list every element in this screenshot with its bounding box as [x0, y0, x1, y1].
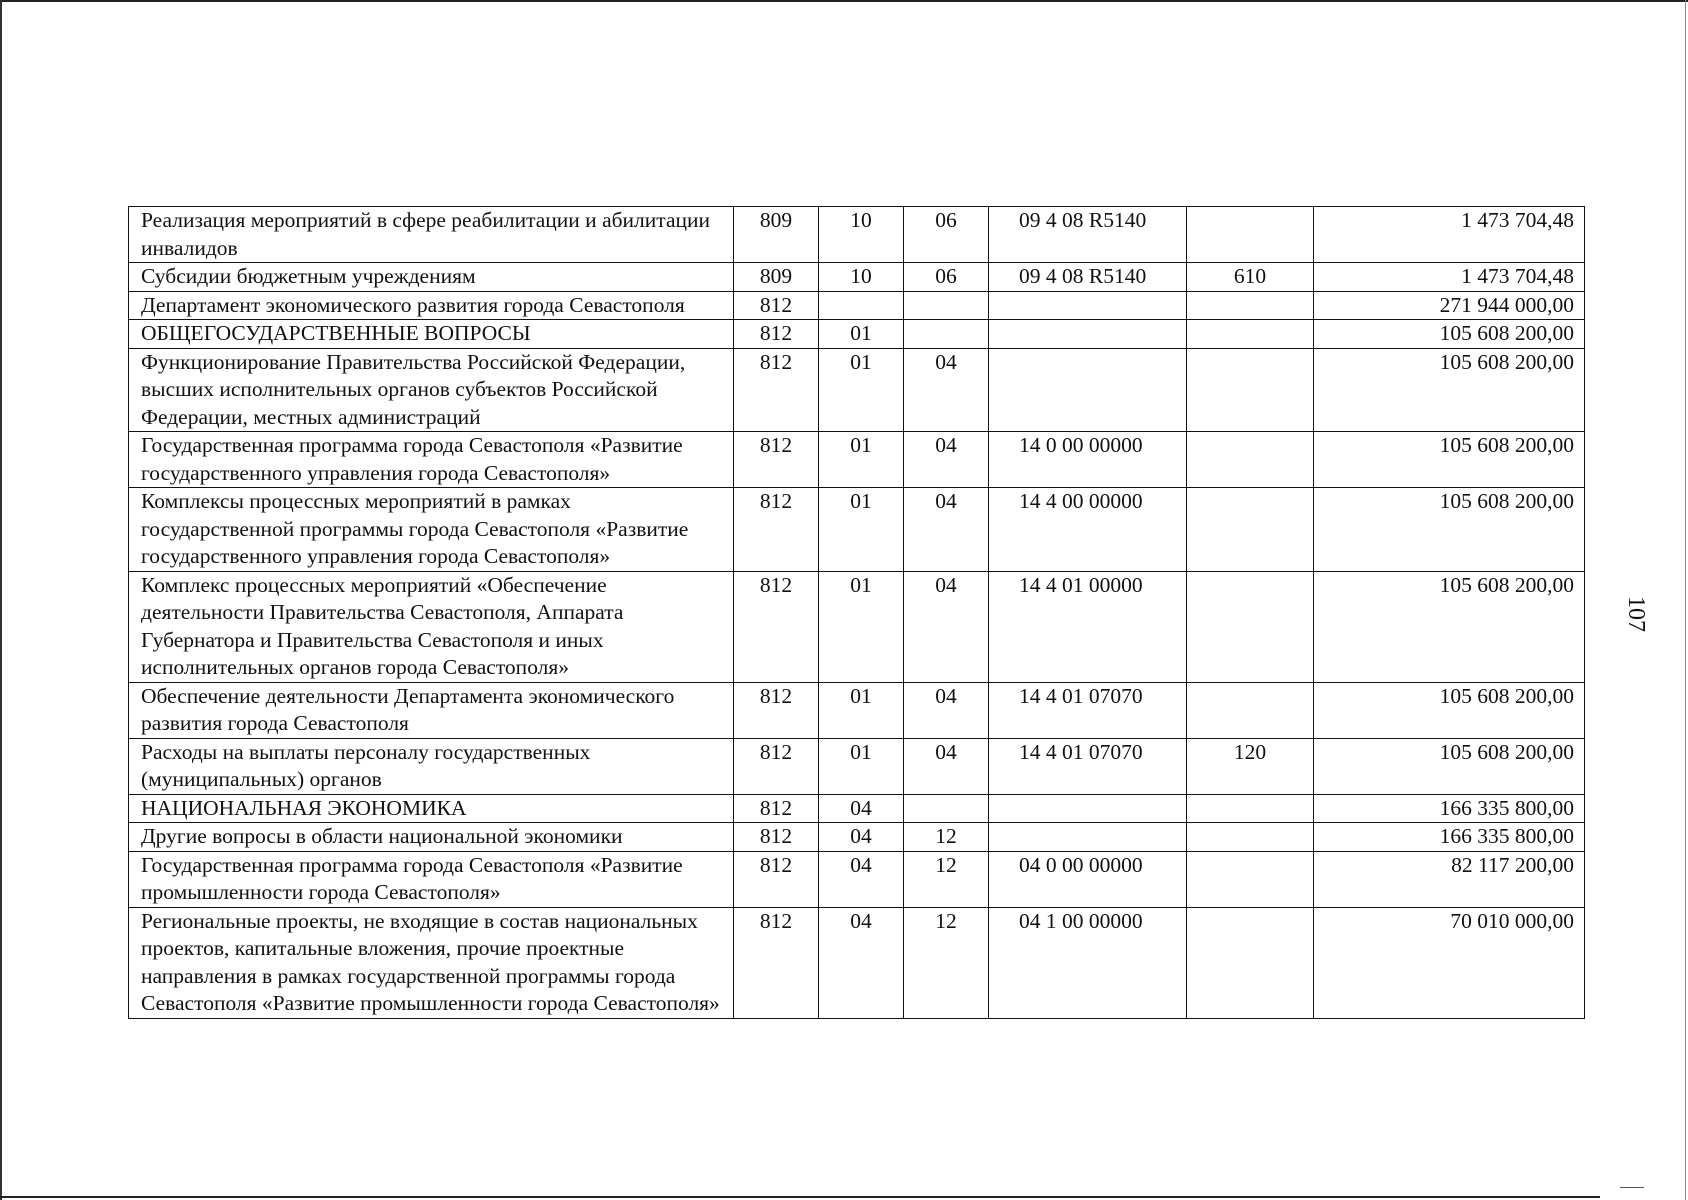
row-amount: 271 944 000,00: [1314, 291, 1585, 320]
row-target-code: 04 1 00 00000: [989, 907, 1187, 1018]
row-expense-type: [1187, 432, 1314, 488]
row-section-code: 10: [819, 207, 904, 263]
table-row: [129, 291, 1585, 320]
row-ministry-code: 812: [734, 851, 819, 907]
row-amount: 166 335 800,00: [1314, 823, 1585, 852]
row-subsection-code: [904, 794, 989, 823]
table-row: [129, 263, 1585, 292]
row-ministry-code: 812: [734, 432, 819, 488]
row-section-code: 01: [819, 348, 904, 432]
row-expense-type: [1187, 571, 1314, 682]
table-row: [129, 571, 1585, 682]
table-row: [129, 207, 1585, 263]
row-name: Обеспечение деятельности Департамента экономического развития города Севастополя: [129, 682, 734, 738]
row-expense-type: [1187, 207, 1314, 263]
bottom-scan-mark: [1620, 1187, 1644, 1188]
row-section-code: 04: [819, 823, 904, 852]
row-amount: 166 335 800,00: [1314, 794, 1585, 823]
row-amount: 105 608 200,00: [1314, 738, 1585, 794]
table-row: [129, 794, 1585, 823]
row-amount: 1 473 704,48: [1314, 207, 1585, 263]
row-section-code: 01: [819, 571, 904, 682]
row-target-code: 14 0 00 00000: [989, 432, 1187, 488]
row-target-code: 09 4 08 R5140: [989, 207, 1187, 263]
row-expense-type: [1187, 682, 1314, 738]
row-amount: 105 608 200,00: [1314, 348, 1585, 432]
row-expense-type: 610: [1187, 263, 1314, 292]
row-section-code: 01: [819, 682, 904, 738]
row-subsection-code: 06: [904, 263, 989, 292]
row-ministry-code: 812: [734, 738, 819, 794]
row-name: Государственная программа города Севастополя «Развитие государственного управления города Севастополя»: [129, 432, 734, 488]
row-amount: 105 608 200,00: [1314, 682, 1585, 738]
row-subsection-code: 06: [904, 207, 989, 263]
table-row: [129, 348, 1585, 432]
row-target-code: [989, 320, 1187, 349]
table-row: [129, 851, 1585, 907]
row-target-code: 09 4 08 R5140: [989, 263, 1187, 292]
row-name: Реализация мероприятий в сфере реабилитации и абилитации инвалидов: [129, 207, 734, 263]
row-name: Региональные проекты, не входящие в состав национальных проектов, капитальные вложения, прочие проектные направления в рамках государственной программы города Севастополя «Развитие промышленности города Севастополя»: [129, 907, 734, 1018]
row-ministry-code: 812: [734, 823, 819, 852]
row-expense-type: [1187, 348, 1314, 432]
row-subsection-code: 04: [904, 738, 989, 794]
row-subsection-code: 04: [904, 348, 989, 432]
row-section-code: 04: [819, 794, 904, 823]
row-ministry-code: 812: [734, 320, 819, 349]
row-subsection-code: 04: [904, 682, 989, 738]
row-name: Комплекс процессных мероприятий «Обеспечение деятельности Правительства Севастополя, Аппарата Губернатора и Правительства Севастополя и иных исполнительных органов города Севастополя»: [129, 571, 734, 682]
row-expense-type: [1187, 851, 1314, 907]
row-expense-type: [1187, 907, 1314, 1018]
row-target-code: [989, 794, 1187, 823]
row-target-code: 14 4 01 07070: [989, 738, 1187, 794]
row-target-code: 14 4 00 00000: [989, 488, 1187, 572]
row-subsection-code: 04: [904, 488, 989, 572]
row-target-code: 04 0 00 00000: [989, 851, 1187, 907]
row-subsection-code: 04: [904, 432, 989, 488]
row-ministry-code: 812: [734, 571, 819, 682]
row-expense-type: [1187, 320, 1314, 349]
row-name: Комплексы процессных мероприятий в рамках государственной программы города Севастополя «Развитие государственного управления города Севастополя»: [129, 488, 734, 572]
row-subsection-code: 04: [904, 571, 989, 682]
table-row: [129, 907, 1585, 1018]
row-subsection-code: 12: [904, 823, 989, 852]
row-section-code: 01: [819, 738, 904, 794]
row-expense-type: 120: [1187, 738, 1314, 794]
row-subsection-code: 12: [904, 907, 989, 1018]
row-ministry-code: 812: [734, 907, 819, 1018]
row-ministry-code: 812: [734, 794, 819, 823]
row-amount: 82 117 200,00: [1314, 851, 1585, 907]
row-expense-type: [1187, 823, 1314, 852]
row-section-code: [819, 291, 904, 320]
row-section-code: 01: [819, 432, 904, 488]
row-ministry-code: 812: [734, 348, 819, 432]
table-row: [129, 738, 1585, 794]
row-section-code: 04: [819, 907, 904, 1018]
row-target-code: [989, 348, 1187, 432]
row-ministry-code: 809: [734, 263, 819, 292]
row-name: Другие вопросы в области национальной экономики: [129, 823, 734, 852]
row-target-code: 14 4 01 00000: [989, 571, 1187, 682]
row-expense-type: [1187, 794, 1314, 823]
row-subsection-code: 12: [904, 851, 989, 907]
row-amount: 105 608 200,00: [1314, 571, 1585, 682]
row-expense-type: [1187, 488, 1314, 572]
row-amount: 70 010 000,00: [1314, 907, 1585, 1018]
row-section-code: 04: [819, 851, 904, 907]
page-number: 107: [1623, 596, 1649, 632]
page-border-right: [1685, 0, 1686, 1200]
table-row: [129, 432, 1585, 488]
table-row: [129, 682, 1585, 738]
row-name: Субсидии бюджетным учреждениям: [129, 263, 734, 292]
row-ministry-code: 812: [734, 488, 819, 572]
row-name: ОБЩЕГОСУДАРСТВЕННЫЕ ВОПРОСЫ: [129, 320, 734, 349]
row-name: Департамент экономического развития города Севастополя: [129, 291, 734, 320]
row-expense-type: [1187, 291, 1314, 320]
budget-table: [128, 206, 1585, 1019]
row-amount: 1 473 704,48: [1314, 263, 1585, 292]
row-amount: 105 608 200,00: [1314, 488, 1585, 572]
row-subsection-code: [904, 291, 989, 320]
table-row: [129, 320, 1585, 349]
row-amount: 105 608 200,00: [1314, 432, 1585, 488]
row-name: Расходы на выплаты персоналу государственных (муниципальных) органов: [129, 738, 734, 794]
page-border-top: [0, 0, 1688, 2]
row-ministry-code: 812: [734, 291, 819, 320]
row-name: НАЦИОНАЛЬНАЯ ЭКОНОМИКА: [129, 794, 734, 823]
table-row: [129, 488, 1585, 572]
row-section-code: 10: [819, 263, 904, 292]
row-target-code: [989, 823, 1187, 852]
row-subsection-code: [904, 320, 989, 349]
row-name: Функционирование Правительства Российской Федерации, высших исполнительных органов субъектов Российской Федерации, местных администраций: [129, 348, 734, 432]
row-target-code: [989, 291, 1187, 320]
row-ministry-code: 809: [734, 207, 819, 263]
row-target-code: 14 4 01 07070: [989, 682, 1187, 738]
row-name: Государственная программа города Севастополя «Развитие промышленности города Севастополя»: [129, 851, 734, 907]
page-border-left: [0, 0, 2, 1200]
row-section-code: 01: [819, 488, 904, 572]
row-section-code: 01: [819, 320, 904, 349]
row-amount: 105 608 200,00: [1314, 320, 1585, 349]
row-ministry-code: 812: [734, 682, 819, 738]
page-border-bottom: [0, 1196, 1600, 1198]
table-row: [129, 823, 1585, 852]
